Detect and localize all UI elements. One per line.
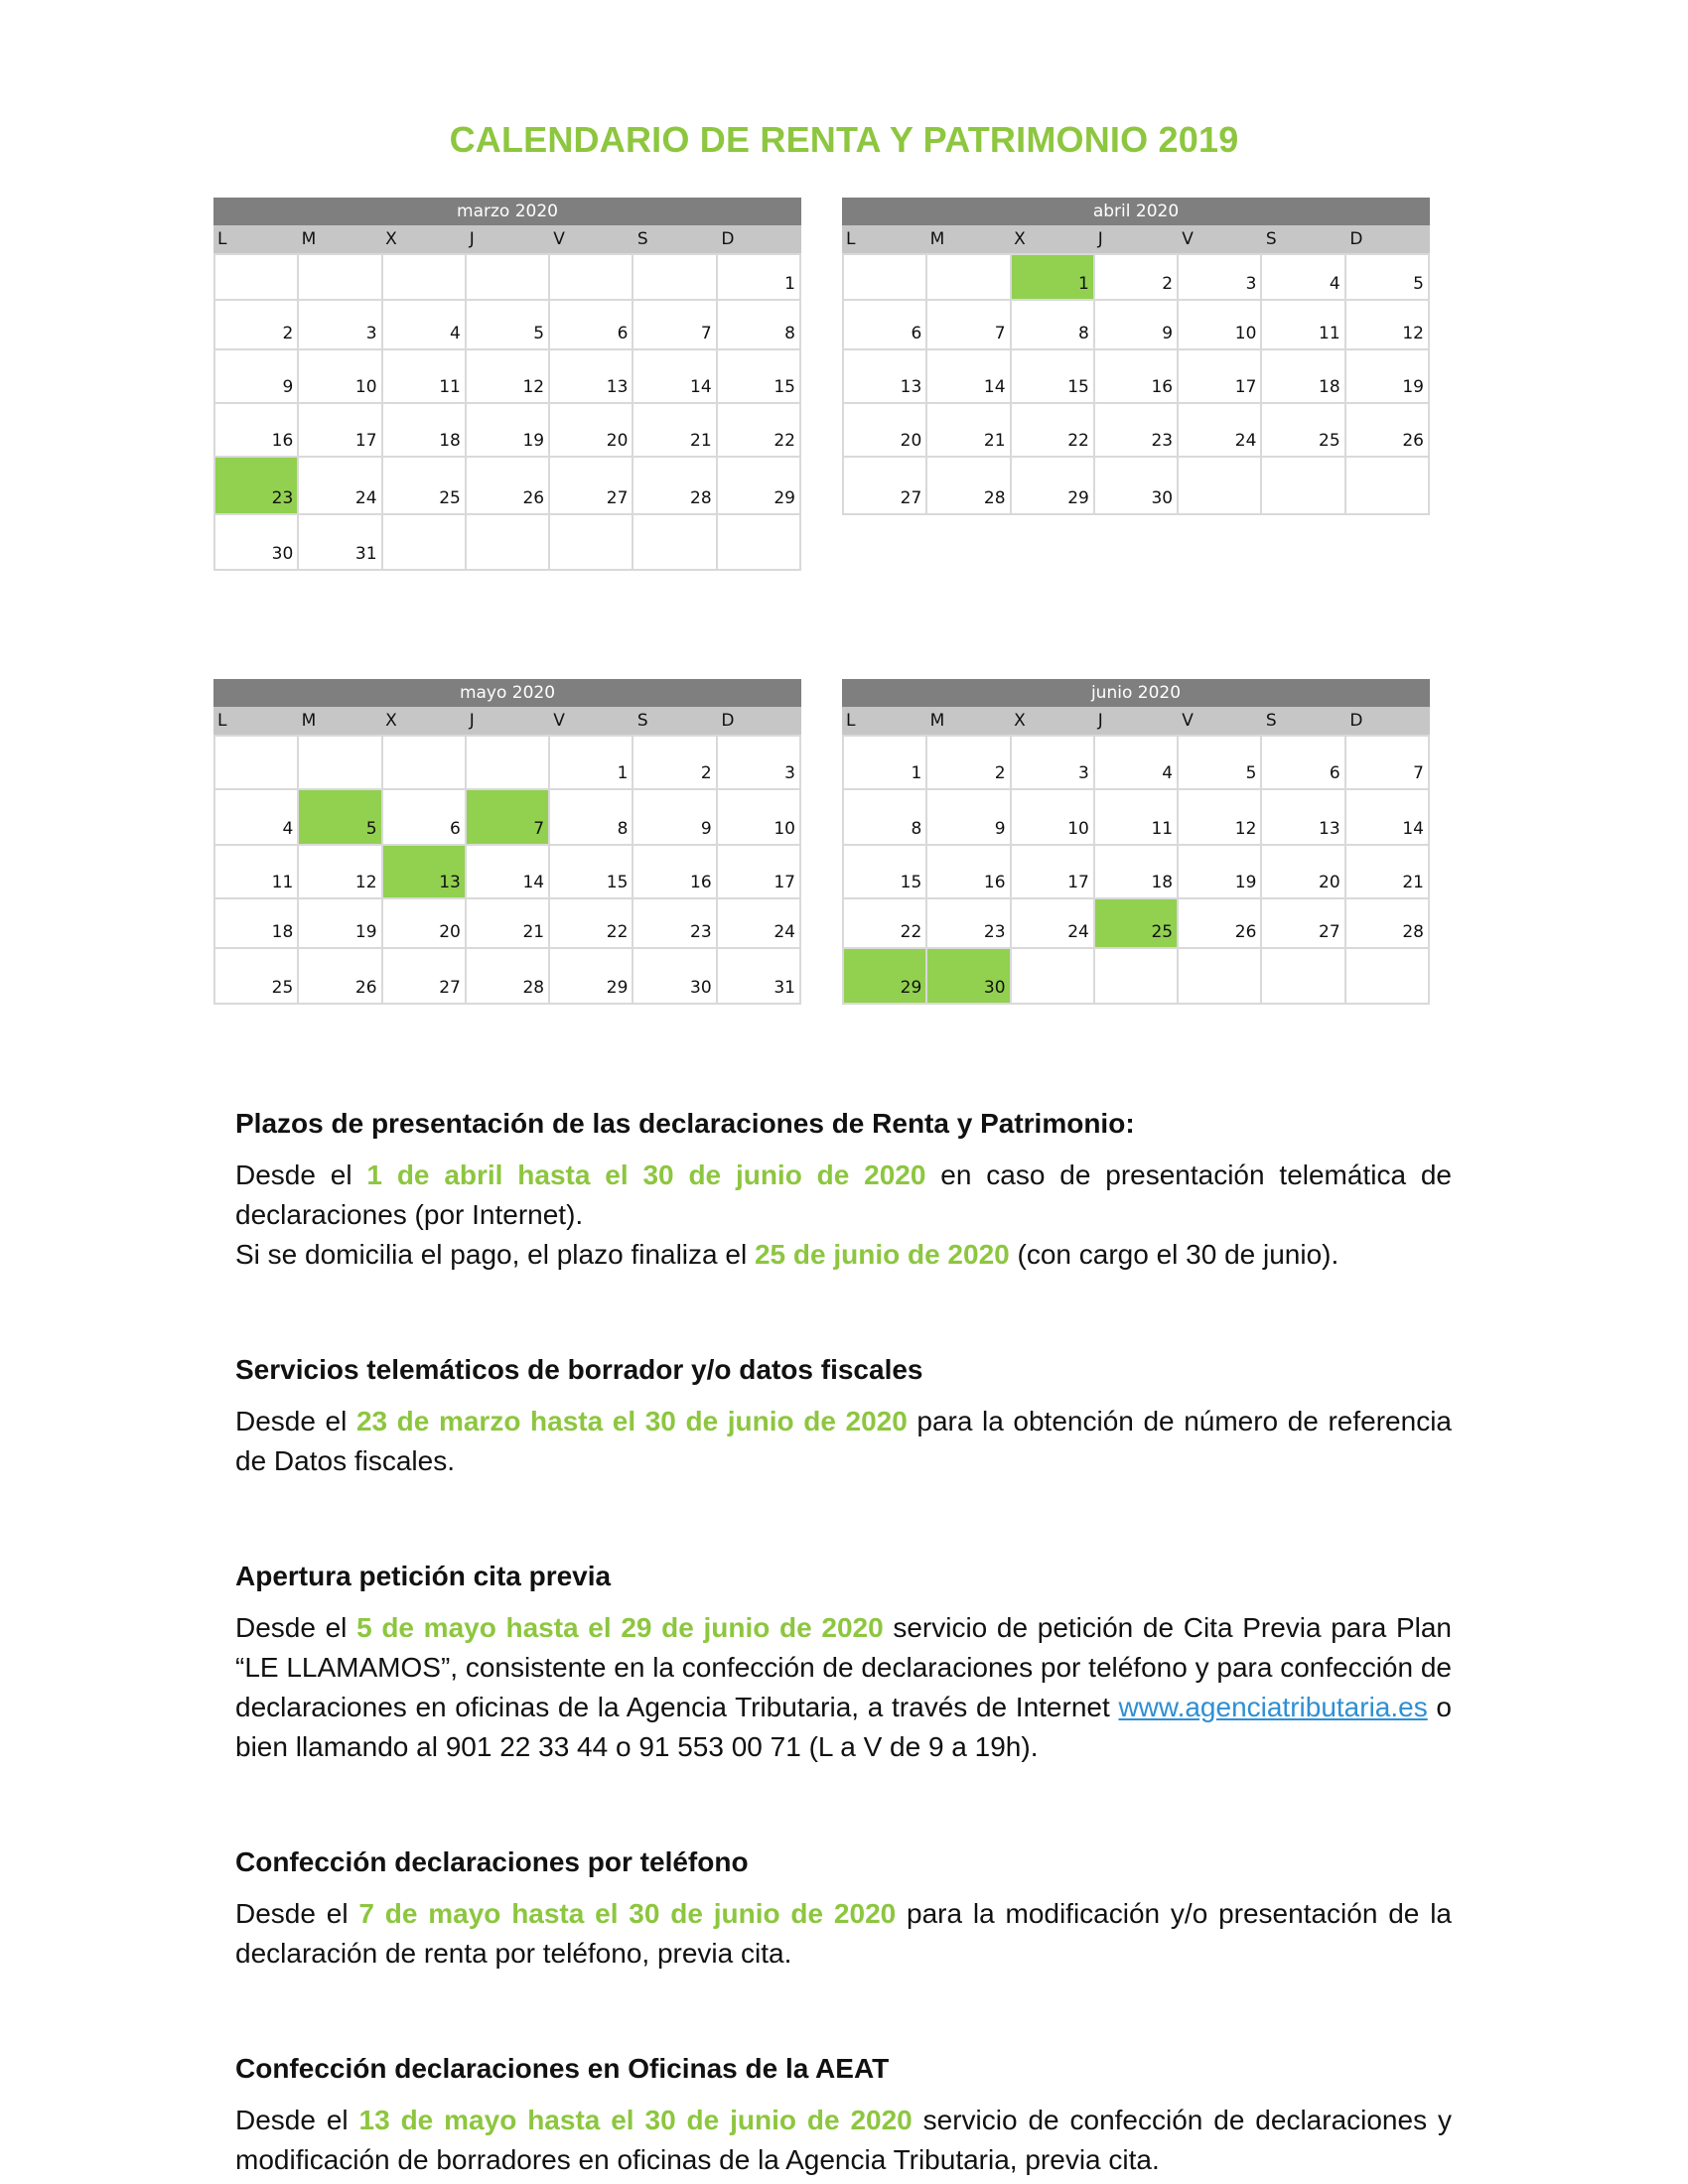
calendar-day: 13	[550, 350, 633, 404]
calendar-day: 18	[1095, 846, 1179, 899]
calendar-day: 21	[927, 404, 1011, 458]
calendar-day: 16	[633, 846, 717, 899]
weekday-label: X	[385, 229, 397, 249]
calendar-day: 10	[718, 790, 801, 846]
calendar-day: 11	[1262, 301, 1345, 350]
calendar-week	[215, 790, 801, 846]
calendar-day: 9	[927, 790, 1011, 846]
calendar-day: 10	[1012, 790, 1095, 846]
section-telefono	[235, 1843, 1452, 1974]
calendar-day: 8	[550, 790, 633, 846]
calendar-empty-cell	[467, 737, 550, 790]
section-plazos	[235, 1104, 1452, 1275]
calendar-day: 6	[383, 790, 467, 846]
weekday-label: D	[721, 229, 735, 249]
calendar-week	[215, 737, 801, 790]
text-run: Desde el	[235, 1160, 367, 1190]
weekday-header	[213, 707, 801, 735]
weekday-header	[213, 225, 801, 253]
agencia-tributaria-link[interactable]: www.agenciatributaria.es	[1118, 1692, 1428, 1722]
calendar-day: 3	[1179, 255, 1262, 301]
section-cita-previa	[235, 1557, 1452, 1767]
calendar-day: 19	[1346, 350, 1430, 404]
calendar-week	[215, 301, 801, 350]
weekday-label: L	[846, 229, 856, 249]
calendar-day: 12	[1346, 301, 1430, 350]
text-run: para la modificación y/o presentación de la declaración de renta por teléfono, previa cita.	[235, 1898, 1452, 1969]
highlighted-date-range: 7 de mayo hasta el 30 de junio de 2020	[358, 1898, 897, 1929]
weekday-label: J	[1097, 711, 1103, 731]
calendar-week	[215, 404, 801, 458]
calendar-day: 9	[215, 350, 299, 404]
section-oficinas	[235, 2049, 1452, 2180]
calendar-day: 7	[1346, 737, 1430, 790]
section-borrador	[235, 1350, 1452, 1481]
calendar-day: 7	[633, 301, 717, 350]
weekday-label: L	[217, 229, 227, 249]
section-paragraph	[235, 1894, 1452, 1974]
calendar-day: 28	[1346, 899, 1430, 949]
section-heading: Confección declaraciones en Oficinas de la AEAT	[235, 2053, 890, 2084]
calendar-day: 20	[844, 404, 927, 458]
calendar-day: 3	[718, 737, 801, 790]
highlighted-date-range: 5 de mayo hasta el 29 de junio de 2020	[356, 1612, 884, 1643]
text-run: para la obtención de número de referencia de Datos fiscales.	[235, 1406, 1452, 1476]
calendar-day: 11	[383, 350, 467, 404]
calendar-day: 17	[1012, 846, 1095, 899]
section-paragraph	[235, 1608, 1452, 1767]
calendar-week	[844, 737, 1430, 790]
calendar-day: 17	[718, 846, 801, 899]
calendar-day: 9	[633, 790, 717, 846]
calendar-empty-cell	[844, 255, 927, 301]
calendar-day: 20	[550, 404, 633, 458]
weekday-label: J	[1097, 229, 1103, 249]
calendar-day: 27	[383, 949, 467, 1005]
highlighted-date-range: 13 de mayo hasta el 30 de junio de 2020	[358, 2105, 913, 2135]
weekday-label: X	[1014, 711, 1026, 731]
calendar-marzo	[213, 198, 801, 571]
calendar-day: 4	[383, 301, 467, 350]
calendar-empty-cell	[299, 737, 382, 790]
calendar-day: 14	[633, 350, 717, 404]
calendar-week	[215, 899, 801, 949]
calendar-day: 11	[1095, 790, 1179, 846]
weekday-label: D	[721, 711, 735, 731]
page-title: CALENDARIO DE RENTA Y PATRIMONIO 2019	[449, 119, 1239, 160]
calendar-day: 5	[467, 301, 550, 350]
calendar-empty-cell	[215, 255, 299, 301]
calendar-day: 12	[299, 846, 382, 899]
calendar-day: 31	[718, 949, 801, 1005]
calendar-empty-cell	[215, 737, 299, 790]
calendar-week	[844, 350, 1430, 404]
weekday-label: L	[217, 711, 227, 731]
calendar-day: 21	[633, 404, 717, 458]
calendar-day: 25	[1095, 899, 1179, 949]
weekday-label: M	[929, 229, 945, 249]
text-run: Desde el	[235, 1898, 359, 1929]
calendar-day: 19	[1179, 846, 1262, 899]
calendar-day: 29	[1012, 458, 1095, 515]
calendar-day: 4	[1095, 737, 1179, 790]
calendar-week	[844, 949, 1430, 1005]
calendar-empty-cell	[1346, 949, 1430, 1005]
calendar-day: 20	[383, 899, 467, 949]
highlighted-date: 25 de junio de 2020	[754, 1239, 1010, 1270]
calendar-day: 5	[299, 790, 382, 846]
calendar-day: 25	[1262, 404, 1345, 458]
calendar-day: 1	[550, 737, 633, 790]
text-run: Desde el	[235, 1406, 356, 1436]
calendar-day: 12	[467, 350, 550, 404]
calendar-day: 23	[927, 899, 1011, 949]
calendar-week	[844, 404, 1430, 458]
weekday-label: M	[301, 711, 317, 731]
section-paragraph	[235, 1235, 1452, 1275]
text-run: Si se domicilia el pago, el plazo finaliza el	[235, 1239, 755, 1270]
calendar-empty-cell	[299, 255, 382, 301]
calendar-day: 13	[844, 350, 927, 404]
calendar-day: 17	[1179, 350, 1262, 404]
weekday-label: X	[1014, 229, 1026, 249]
calendar-day: 15	[1012, 350, 1095, 404]
calendar-empty-cell	[467, 255, 550, 301]
calendar-day: 26	[299, 949, 382, 1005]
text-run: o bien llamando al 901 22 33 44 o 91 553 00 71 (L a V de 9 a 19h).	[235, 1692, 1452, 1762]
calendar-day: 5	[1179, 737, 1262, 790]
calendar-empty-cell	[383, 255, 467, 301]
calendar-grid	[842, 735, 1430, 1005]
calendar-day: 21	[1346, 846, 1430, 899]
calendar-day: 14	[1346, 790, 1430, 846]
calendar-day: 10	[1179, 301, 1262, 350]
weekday-label: S	[636, 229, 648, 249]
calendar-day: 24	[1012, 899, 1095, 949]
calendar-day: 28	[467, 949, 550, 1005]
weekday-label: S	[636, 711, 648, 731]
calendar-day: 13	[383, 846, 467, 899]
calendar-day: 24	[718, 899, 801, 949]
calendar-day: 19	[299, 899, 382, 949]
calendar-day: 28	[633, 458, 717, 515]
calendar-day: 31	[299, 515, 382, 571]
calendar-day: 26	[1346, 404, 1430, 458]
calendar-mayo	[213, 679, 801, 1005]
calendar-day: 7	[467, 790, 550, 846]
text-run: Desde el	[235, 1612, 357, 1643]
weekday-label: D	[1349, 711, 1363, 731]
calendar-day: 18	[1262, 350, 1345, 404]
highlighted-date-range: 23 de marzo hasta el 30 de junio de 2020	[355, 1406, 908, 1436]
calendar-day: 30	[215, 515, 299, 571]
calendar-day: 5	[1346, 255, 1430, 301]
calendar-day: 14	[927, 350, 1011, 404]
weekday-label: S	[1265, 711, 1277, 731]
calendar-day: 1	[1012, 255, 1095, 301]
text-run: (con cargo el 30 de junio).	[1009, 1239, 1339, 1270]
calendar-day: 15	[550, 846, 633, 899]
calendar-day: 18	[215, 899, 299, 949]
calendar-day: 29	[718, 458, 801, 515]
calendar-day: 1	[718, 255, 801, 301]
calendar-day: 24	[1179, 404, 1262, 458]
calendar-day: 22	[550, 899, 633, 949]
calendar-day: 16	[215, 404, 299, 458]
weekday-label: D	[1349, 229, 1363, 249]
calendar-empty-cell	[1095, 949, 1179, 1005]
section-paragraph	[235, 1156, 1452, 1235]
calendar-empty-cell	[550, 255, 633, 301]
calendar-empty-cell	[718, 515, 801, 571]
calendar-day: 14	[467, 846, 550, 899]
calendar-empty-cell	[1346, 458, 1430, 515]
calendar-day: 10	[299, 350, 382, 404]
highlighted-date-range: 1 de abril hasta el 30 de junio de 2020	[366, 1160, 926, 1190]
calendar-week	[844, 790, 1430, 846]
calendar-day: 25	[215, 949, 299, 1005]
calendar-day: 8	[844, 790, 927, 846]
calendar-day: 6	[844, 301, 927, 350]
calendar-day: 8	[1012, 301, 1095, 350]
calendar-grid	[213, 735, 801, 1005]
calendar-empty-cell	[1179, 458, 1262, 515]
calendar-day: 27	[550, 458, 633, 515]
calendar-empty-cell	[467, 515, 550, 571]
calendar-day: 9	[1095, 301, 1179, 350]
calendar-day: 28	[927, 458, 1011, 515]
calendar-day: 3	[299, 301, 382, 350]
calendar-week	[844, 301, 1430, 350]
calendar-day: 19	[467, 404, 550, 458]
weekday-label: L	[846, 711, 856, 731]
calendar-day: 23	[1095, 404, 1179, 458]
calendar-empty-cell	[1012, 949, 1095, 1005]
calendar-week	[215, 350, 801, 404]
calendar-empty-cell	[1262, 949, 1345, 1005]
weekday-label: V	[1182, 711, 1194, 731]
section-heading: Plazos de presentación de las declaraciones de Renta y Patrimonio:	[235, 1108, 1135, 1139]
calendar-day: 27	[1262, 899, 1345, 949]
calendar-day: 18	[383, 404, 467, 458]
weekday-header	[842, 707, 1430, 735]
text-run: en caso de presentación telemática de declaraciones (por Internet).	[235, 1160, 1453, 1230]
calendar-grid	[842, 253, 1430, 515]
section-heading: Servicios telemáticos de borrador y/o datos fiscales	[235, 1354, 923, 1385]
calendar-day: 6	[1262, 737, 1345, 790]
calendar-day: 15	[844, 846, 927, 899]
text-run: servicio de petición de Cita Previa para Plan “LE LLAMAMOS”, consistente en la confección de declaraciones por teléfono y para confección de declaraciones en oficinas de la Agencia Tributaria, a través de Internet	[235, 1612, 1452, 1722]
calendar-day: 26	[467, 458, 550, 515]
calendar-day: 20	[1262, 846, 1345, 899]
weekday-label: M	[301, 229, 317, 249]
calendar-day: 7	[927, 301, 1011, 350]
calendar-empty-cell	[383, 737, 467, 790]
calendar-day: 22	[1012, 404, 1095, 458]
calendar-month-label: abril 2020	[842, 198, 1430, 225]
calendar-week	[844, 899, 1430, 949]
calendar-week	[215, 846, 801, 899]
weekday-label: V	[553, 711, 565, 731]
calendar-day: 12	[1179, 790, 1262, 846]
calendar-empty-cell	[550, 515, 633, 571]
calendar-day: 26	[1179, 899, 1262, 949]
calendar-empty-cell	[927, 255, 1011, 301]
calendar-week	[844, 846, 1430, 899]
weekday-label: J	[469, 711, 475, 731]
weekday-label: J	[469, 229, 475, 249]
section-heading: Apertura petición cita previa	[235, 1561, 612, 1591]
calendar-day: 25	[383, 458, 467, 515]
calendar-grid	[213, 253, 801, 571]
calendar-day: 24	[299, 458, 382, 515]
calendar-day: 30	[1095, 458, 1179, 515]
calendar-day: 16	[1095, 350, 1179, 404]
weekday-label: X	[385, 711, 397, 731]
calendar-abril	[842, 198, 1430, 515]
calendar-day: 8	[718, 301, 801, 350]
text-run: servicio de confección de declaraciones y modificación de borradores en oficinas de la Agencia Tributaria, previa cita.	[235, 2105, 1452, 2175]
section-paragraph	[235, 1402, 1452, 1481]
calendar-day: 30	[633, 949, 717, 1005]
calendar-day: 22	[844, 899, 927, 949]
calendar-day: 22	[718, 404, 801, 458]
calendar-day: 4	[1262, 255, 1345, 301]
calendar-day: 4	[215, 790, 299, 846]
weekday-label: V	[553, 229, 565, 249]
calendar-week	[215, 515, 801, 571]
calendar-day: 11	[215, 846, 299, 899]
calendar-week	[844, 255, 1430, 301]
weekday-label: V	[1182, 229, 1194, 249]
calendar-day: 23	[215, 458, 299, 515]
calendar-empty-cell	[1179, 949, 1262, 1005]
calendar-day: 2	[633, 737, 717, 790]
calendar-day: 13	[1262, 790, 1345, 846]
calendar-day: 30	[927, 949, 1011, 1005]
weekday-label: M	[929, 711, 945, 731]
calendar-day: 23	[633, 899, 717, 949]
calendar-empty-cell	[633, 255, 717, 301]
calendar-day: 21	[467, 899, 550, 949]
calendar-week	[215, 458, 801, 515]
calendar-junio	[842, 679, 1430, 1005]
calendar-day: 15	[718, 350, 801, 404]
section-heading: Confección declaraciones por teléfono	[235, 1846, 749, 1877]
calendar-week	[215, 949, 801, 1005]
calendar-day: 3	[1012, 737, 1095, 790]
section-paragraph	[235, 2101, 1452, 2180]
calendar-day: 29	[550, 949, 633, 1005]
calendar-month-label: junio 2020	[842, 679, 1430, 707]
calendar-day: 16	[927, 846, 1011, 899]
calendar-empty-cell	[633, 515, 717, 571]
calendar-day: 1	[844, 737, 927, 790]
weekday-header	[842, 225, 1430, 253]
calendar-month-label: mayo 2020	[213, 679, 801, 707]
calendar-day: 27	[844, 458, 927, 515]
calendar-empty-cell	[1262, 458, 1345, 515]
calendar-empty-cell	[383, 515, 467, 571]
calendar-day: 29	[844, 949, 927, 1005]
calendar-week	[844, 458, 1430, 515]
weekday-label: S	[1265, 229, 1277, 249]
calendar-day: 6	[550, 301, 633, 350]
calendar-day: 2	[927, 737, 1011, 790]
text-run: Desde el	[235, 2105, 359, 2135]
calendar-day: 2	[1095, 255, 1179, 301]
calendar-month-label: marzo 2020	[213, 198, 801, 225]
calendar-day: 2	[215, 301, 299, 350]
calendar-day: 17	[299, 404, 382, 458]
calendar-week	[215, 255, 801, 301]
